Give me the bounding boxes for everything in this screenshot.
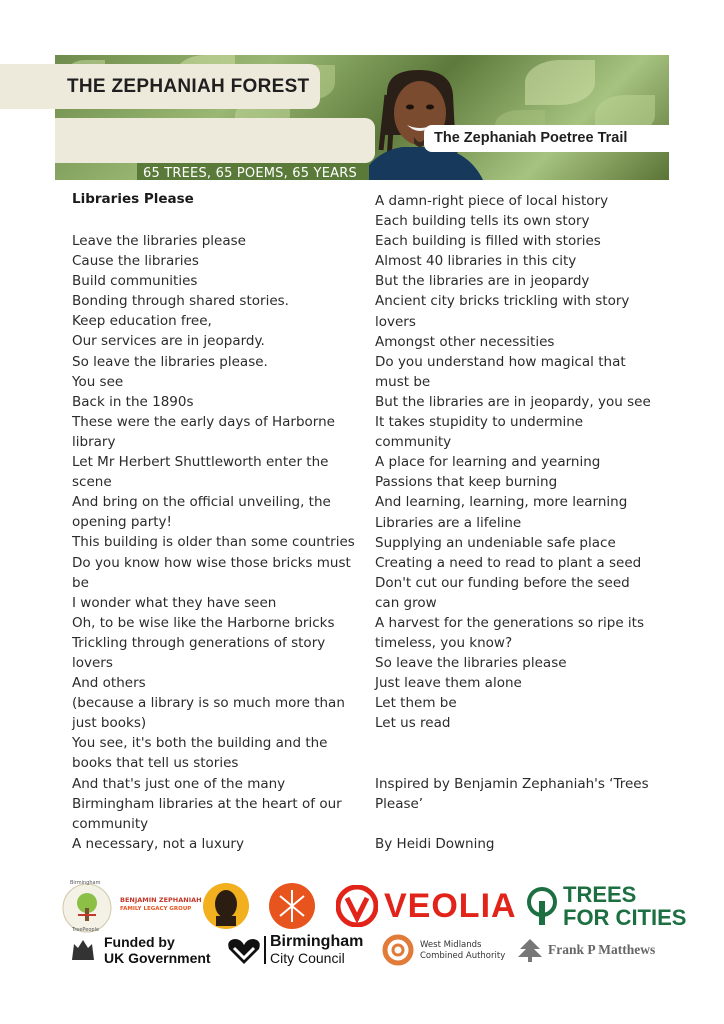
poem-line: Birmingham libraries at the heart of our xyxy=(72,795,342,812)
line-spacer xyxy=(375,754,651,774)
poem-line: Back in the 1890s xyxy=(72,393,194,410)
poem-line: And others xyxy=(72,675,146,692)
poem-line: community xyxy=(72,815,149,832)
poem-line: But the libraries are in jeopardy xyxy=(375,273,590,290)
poem-line: You see, it's both the building and the xyxy=(72,735,328,752)
poem-line: can grow xyxy=(375,594,437,611)
poem-line: must be xyxy=(375,373,431,390)
wmca-symbol-icon xyxy=(381,933,415,967)
poem-line: You see xyxy=(72,373,124,390)
poem-line: (because a library is so much more than xyxy=(72,695,345,712)
poem-line: Bonding through shared stories. xyxy=(72,293,289,310)
poem-line: A damn-right piece of local history xyxy=(375,193,609,209)
poem-line: just books) xyxy=(72,715,147,732)
poet-portrait xyxy=(357,65,487,180)
poem-line: community xyxy=(375,434,452,451)
poem-right-column xyxy=(375,191,651,854)
title-box xyxy=(55,118,375,163)
trail-box xyxy=(424,125,724,152)
poem-line: So leave the libraries please. xyxy=(72,353,268,370)
tfc-line2: FOR CITIES xyxy=(563,905,687,930)
poem-line: And bring on the official unveiling, the xyxy=(72,494,331,511)
poem-line: And that's just one of the many xyxy=(72,775,286,792)
poem-line: Leave the libraries please xyxy=(72,233,246,249)
bcc-line2: City Council xyxy=(270,950,345,966)
subtitle-box xyxy=(137,163,369,180)
fpm-tree-icon xyxy=(516,937,544,963)
poem-line: lovers xyxy=(375,313,416,330)
poem-line: This building is older than some countries xyxy=(72,534,355,551)
bcc-divider xyxy=(264,936,266,964)
royal-crest-icon xyxy=(68,936,98,964)
poem-line: Our services are in jeopardy. xyxy=(72,333,265,350)
poem-line: Do you know how wise those bricks must xyxy=(72,554,351,571)
birmingham-treepeople-logo xyxy=(62,883,112,933)
banner-subtitle: 65 TREES, 65 POEMS, 65 YEARS xyxy=(143,166,357,180)
wmca-line2: Combined Authority xyxy=(420,951,506,961)
ukgov-line2: UK Government xyxy=(104,950,211,966)
poem-line: I wonder what they have seen xyxy=(72,594,277,611)
bcc-heart-icon xyxy=(226,936,262,966)
poem-line: Cause the libraries xyxy=(72,253,199,270)
poem-line: It takes stupidity to undermine xyxy=(375,414,584,431)
bz-legacy-line2: FAMILY LEGACY GROUP xyxy=(120,906,192,912)
poem-line: Keep education free, xyxy=(72,313,212,330)
poem-line: Just leave them alone xyxy=(375,675,522,692)
poem-line: And learning, learning, more learning xyxy=(375,494,628,511)
poem-line: Each building tells its own story xyxy=(375,213,590,230)
poem-line: Almost 40 libraries in this city xyxy=(375,253,577,270)
trail-label: The Zephaniah Poetree Trail xyxy=(434,130,628,146)
fpm-logo-text: Frank P Matthews xyxy=(548,942,656,957)
tfc-line1: TREES xyxy=(563,882,637,907)
banner-title-box xyxy=(0,64,320,109)
red-arrows-badge-logo xyxy=(268,882,316,930)
poem-line: A harvest for the generations so ripe its xyxy=(375,614,644,631)
banner-title: THE ZEPHANIAH FOREST xyxy=(67,76,310,97)
poem-left-column xyxy=(72,231,355,854)
poem-line: But the libraries are in jeopardy, you see xyxy=(375,393,651,410)
wmca-line1: West Midlands xyxy=(420,940,482,950)
veolia-symbol-icon xyxy=(336,885,378,927)
poem-line: Creating a need to read to plant a seed xyxy=(375,554,642,571)
line-spacer xyxy=(375,734,651,754)
poem-line: Let them be xyxy=(375,695,457,712)
bcc-line1: Birmingham xyxy=(270,933,364,950)
poem-line: A place for learning and yearning xyxy=(375,454,601,471)
btp-bottom-text: TreePeople xyxy=(72,927,100,933)
inspiration-line: Inspired by Benjamin Zephaniah's ‘Trees xyxy=(375,775,649,792)
poem-line: Oh, to be wise like the Harborne bricks xyxy=(72,614,335,631)
poem-line: timeless, you know? xyxy=(375,635,513,652)
btp-top-text: Birmingham xyxy=(70,880,101,886)
poem-line: Let us read xyxy=(375,715,451,732)
poem-line: A necessary, not a luxury xyxy=(72,835,244,852)
poem-line: Don't cut our funding before the seed xyxy=(375,574,630,591)
poem-line: Libraries are a lifeline xyxy=(375,514,522,531)
poem-line: books that tell us stories xyxy=(72,755,239,772)
poem-line: Do you understand how magical that xyxy=(375,353,626,370)
poem-line: Supplying an undeniable safe place xyxy=(375,534,616,551)
poem-line: These were the early days of Harborne xyxy=(72,413,335,430)
leaf-decoration xyxy=(525,60,595,105)
veolia-logo-text: VEOLIA xyxy=(384,887,517,925)
line-spacer xyxy=(375,814,651,834)
poem-line: Let Mr Herbert Shuttleworth enter the xyxy=(72,454,329,471)
poem-line: Ancient city bricks trickling with story xyxy=(375,293,630,310)
poem-line: scene xyxy=(72,474,112,491)
poem-line: Each building is filled with stories xyxy=(375,233,601,250)
zephaniah-badge-logo xyxy=(202,882,250,930)
poem-line: library xyxy=(72,433,116,450)
ukgov-line1: Funded by xyxy=(104,934,175,950)
poem-line: opening party! xyxy=(72,514,172,531)
poem-line: be xyxy=(72,574,89,591)
trees-for-cities-tree-icon xyxy=(524,887,560,927)
bz-legacy-line1: BENJAMIN ZEPHANIAH xyxy=(120,896,202,904)
inspiration-line: Please’ xyxy=(375,795,424,812)
poem-line: lovers xyxy=(72,654,113,671)
poem-author: By Heidi Downing xyxy=(375,836,495,852)
poem-line: So leave the libraries please xyxy=(375,655,567,672)
poem-line: Trickling through generations of story xyxy=(72,634,326,651)
poem-line: Build communities xyxy=(72,273,198,290)
poem-title: Libraries Please xyxy=(72,191,194,207)
poem-line: Passions that keep burning xyxy=(375,474,558,491)
poem-line: Amongst other necessities xyxy=(375,333,555,350)
